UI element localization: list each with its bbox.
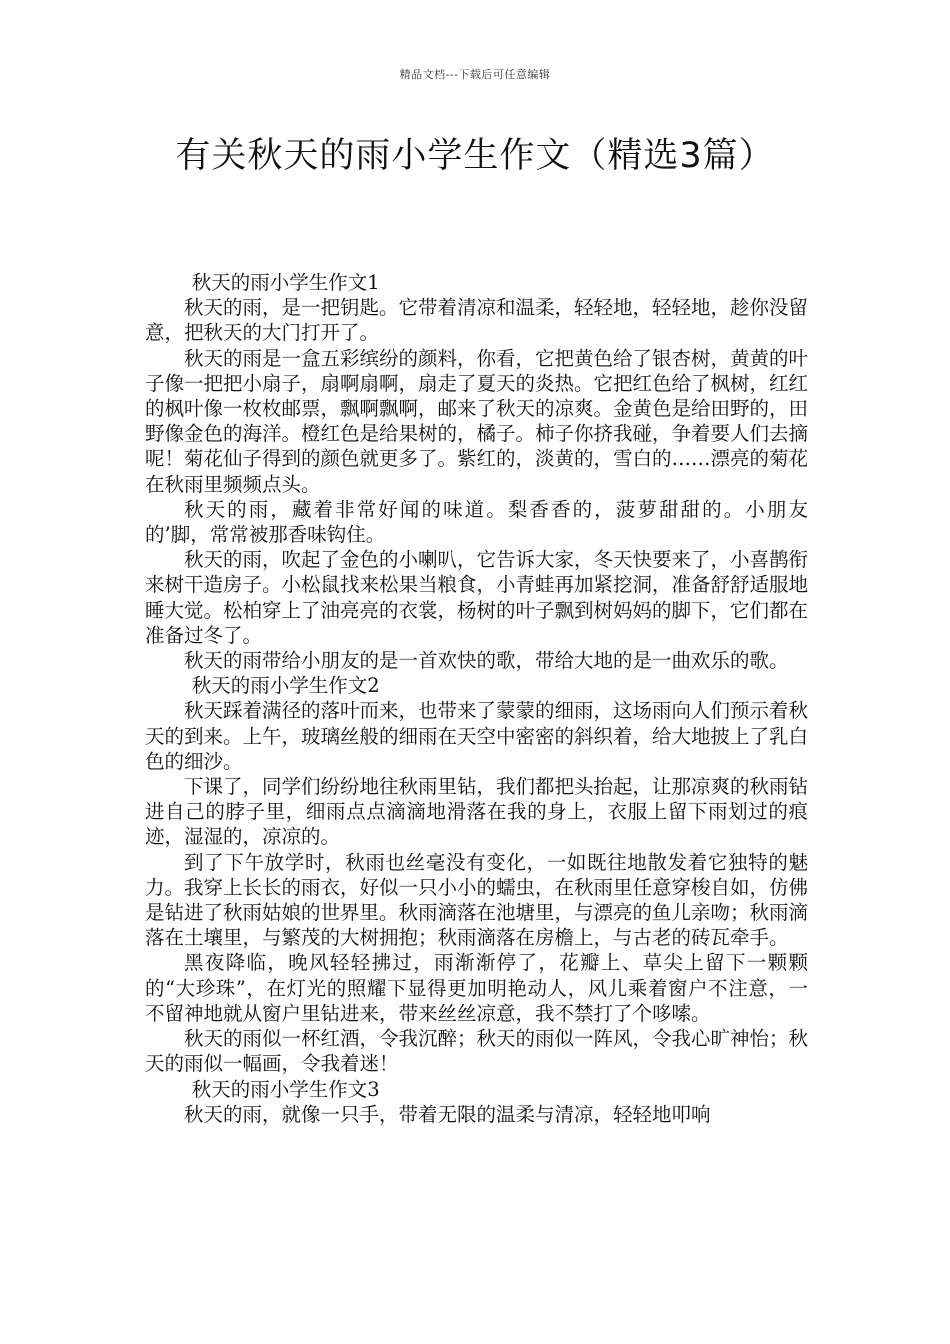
paragraph: 到了下午放学时，秋雨也丝毫没有变化，一如既往地散发着它独特的魅力。我穿上长长的雨衣，好似一只小小的蠕虫，在秋雨里任意穿梭自如，仿佛是钻进了秋雨姑娘的世界里。秋雨滴落在池塘里，与漂亮的鱼儿亲吻；秋雨滴落在土壤里，与繁茂的大树拥抱；秋雨滴落在房檐上，与古老的砖瓦牵手。 — [145, 850, 809, 950]
paragraph: 秋天的雨，是一把钥匙。它带着清凉和温柔，轻轻地，轻轻地，趁你没留意，把秋天的大门打开了。 — [145, 296, 809, 345]
paragraph: 下课了，同学们纷纷地往秋雨里钻，我们都把头抬起，让那凉爽的秋雨钻进自己的脖子里，细雨点点滴滴地滑落在我的身上，衣服上留下雨划过的痕迹，湿湿的，凉凉的。 — [145, 775, 809, 849]
section-heading: 秋天的雨小学生作文2 — [191, 674, 380, 698]
paragraph: 秋天的雨似一杯红酒，令我沉醉；秋天的雨似一阵风，令我心旷神怡；秋天的雨似一幅画，令我着迷！ — [145, 1027, 809, 1076]
paragraph: 秋天的雨，就像一只手，带着无限的温柔与清凉，轻轻地叩响 — [184, 1102, 711, 1126]
document-body — [145, 270, 808, 1127]
paragraph: 秋天踩着满径的落叶而来，也带来了蒙蒙的细雨，这场雨向人们预示着秋天的到来。上午，玻璃丝般的细雨在天空中密密的斜织着，给大地披上了乳白色的细沙。 — [145, 699, 809, 773]
paragraph: 秋天的雨是一盒五彩缤纷的颜料，你看，它把黄色给了银杏树，黄黄的叶子像一把把小扇子，扇啊扇啊，扇走了夏天的炎热。它把红色给了枫树，红红的枫叶像一枚枚邮票，飘啊飘啊，邮来了秋天的凉爽。金黄色是给田野的，田野像金色的海洋。橙红色是给果树的，橘子。柿子你挤我碰，争着要人们去摘呢！菊花仙子得到的颜色就更多了。紫红的，淡黄的，雪白的……漂亮的菊花在秋雨里频频点头。 — [145, 346, 809, 496]
section-heading: 秋天的雨小学生作文3 — [191, 1077, 380, 1101]
page-header: 精品文档---下载后可任意编辑 — [399, 68, 551, 81]
document-title: 有关秋天的雨小学生作文（精选3篇） — [175, 136, 775, 176]
paragraph: 秋天的雨，藏着非常好闻的味道。梨香香的，菠萝甜甜的。小朋友的’脚，常常被那香味钩住。 — [145, 497, 808, 547]
paragraph: 黑夜降临，晚风轻轻拂过，雨渐渐停了，花瓣上、草尖上留下一颗颗的“大珍珠”，在灯光的照耀下显得更加明艳动人，风儿乘着窗户不注意，一不留神地就从窗户里钻进来，带来丝丝凉意，我不禁打了个哆嗦。 — [145, 951, 808, 1025]
paragraph: 秋天的雨，吹起了金色的小喇叭，它告诉大家，冬天快要来了，小喜鹊衔来树干造房子。小松鼠找来松果当粮食，小青蛙再加紧挖洞，准备舒舒适服地睡大觉。松柏穿上了油亮亮的衣裳，杨树的叶子飘到树妈妈的脚下，它们都在准备过冬了。 — [145, 548, 809, 647]
section-heading: 秋天的雨小学生作文1 — [191, 271, 380, 294]
paragraph: 秋天的雨带给小朋友的是一首欢快的歌，带给大地的是一曲欢乐的歌。 — [184, 649, 789, 673]
